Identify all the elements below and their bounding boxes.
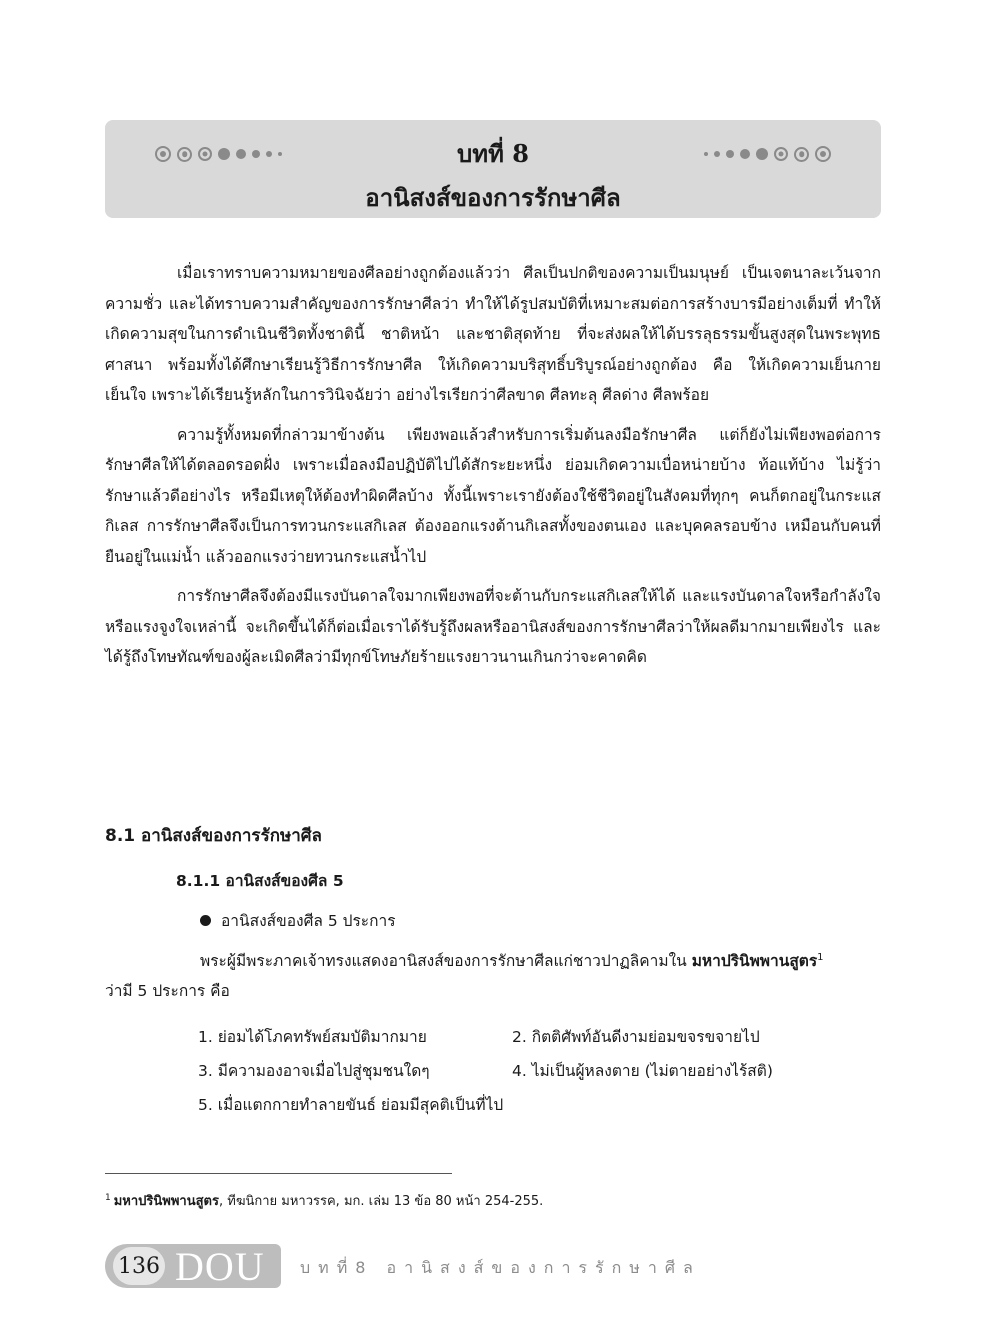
list-item: 3. มีความองอาจเมื่อไปสู่ชุมชนใดๆ	[198, 1062, 430, 1080]
paragraph: เมื่อเราทราบความหมายของศีลอย่างถูกต้องแล้วว่า ศีลเป็นปกติของความเป็นมนุษย์ เป็นเจตนาละเว้นจากความชั่ว และได้ทราบความสำคัญของการรักษาศีลว่า ทำให้ได้รูปสมบัติที่เหมาะสมต่อการสร้างบารมีอย่างเต็มที่ ทำให้เกิดความสุขในการดำเนินชีวิตทั้งชาตินี้ ชาติหน้า และชาติสุดท้าย ที่จะส่งผลให้ได้บรรลุธรรมขั้นสูงสุดในพระพุทธศาสนา พร้อมทั้งได้ศึกษาเรียนรู้วิธีการรักษาศีล ให้เกิดความบริสุทธิ์บริบูรณ์อย่างถูกต้อง คือ ให้เกิดความเย็นกาย เย็นใจ เพราะได้เรียนรู้หลักในการวินิจฉัยว่า อย่างไรเรียกว่าศีลขาด ศีลทะลุ ศีลด่าง ศีลพร้อย	[105, 264, 881, 404]
decorative-dots-right	[704, 146, 831, 162]
ring-dot-icon	[774, 147, 788, 161]
chapter-title: อานิสงส์ของการรักษาศีล	[365, 183, 621, 212]
page-number: 136	[113, 1247, 165, 1285]
dot-icon	[740, 149, 750, 159]
bullet-icon	[200, 915, 211, 926]
ring-dot-icon	[794, 147, 809, 162]
dot-icon	[756, 148, 768, 160]
intro-paragraph	[105, 946, 881, 1006]
benefits-row	[198, 1020, 773, 1054]
section-heading: 8.1 อานิสงส์ของการรักษาศีล	[105, 826, 322, 846]
ring-dot-icon	[815, 146, 831, 162]
list-item: 5. เมื่อแตกกายทำลายขันธ์ ย่อมมีสุคติเป็นที่ไป	[198, 1096, 504, 1114]
benefits-list	[198, 1020, 773, 1122]
footnote	[105, 1190, 543, 1211]
bullet-item	[200, 908, 396, 933]
paragraph: ความรู้ทั้งหมดที่กล่าวมาข้างต้น เพียงพอแล้วสำหรับการเริ่มต้นลงมือรักษาศีล แต่ก็ยังไม่เพียงพอต่อการรักษาศีลให้ได้ตลอดรอดฝั่ง เพราะเมื่อลงมือปฏิบัติไปได้สักระยะหนึ่ง ย่อมเกิดความเบื่อหน่ายบ้าง ท้อแท้บ้าง ไม่รู้ว่ารักษาแล้วดีอย่างไร หรือมีเหตุให้ต้องทำผิดศีลบ้าง ทั้งนี้เพราะเรายังต้องใช้ชีวิตอยู่ในสังคมที่ทุกๆ คนก็ตกอยู่ในกระแสกิเลส การรักษาศีลจึงเป็นการทวนกระแสกิเลส ต้องออกแรงต้านกิเลสทั้งของตนเอง และบุคคลรอบข้าง เหมือนกับคนที่ยืนอยู่ในแม่น้ำ แล้วออกแรงว่ายทวนกระแสน้ำไป	[105, 425, 881, 566]
running-title: บทที่8 อานิสงส์ของการรักษาศีล	[300, 1258, 701, 1277]
chapter-header	[105, 120, 881, 218]
intro-line	[105, 946, 881, 976]
footnote-number: 1	[105, 1192, 111, 1203]
list-item: 1. ย่อมได้โภคทรัพย์สมบัติมากมาย	[198, 1028, 427, 1046]
dot-icon	[704, 152, 708, 156]
footer-badge	[105, 1244, 281, 1288]
subsection-heading: 8.1.1 อานิสงส์ของศีล 5	[176, 872, 344, 890]
bullet-text: อานิสงส์ของศีล 5 ประการ	[221, 912, 396, 930]
intro-before: พระผู้มีพระภาคเจ้าทรงแสดงอานิสงส์ของการรักษาศีลแก่ชาวปาฏลิคามใน	[200, 952, 692, 970]
footnote-divider	[105, 1173, 452, 1174]
sutta-name: มหาปรินิพพานสูตร	[691, 952, 818, 970]
list-item: 4. ไม่เป็นผู้หลงตาย (ไม่ตายอย่างไร้สติ)	[512, 1062, 773, 1080]
dot-icon	[714, 151, 720, 157]
brand-logo: DOU	[175, 1243, 265, 1289]
footnote-ref: 1	[817, 951, 824, 963]
list-item: 2. กิตติศัพท์อันดีงามย่อมขจรขจายไป	[512, 1028, 760, 1046]
footnote-bold: มหาปรินิพพานสูตร	[113, 1194, 219, 1209]
body-text	[105, 258, 881, 682]
footnote-text: , ทีฆนิกาย มหาวรรค, มก. เล่ม 13 ข้อ 80 หน้า 254-255.	[218, 1194, 544, 1209]
dot-icon	[726, 150, 734, 158]
benefits-row	[198, 1088, 773, 1122]
chapter-number: บทที่ 8	[457, 139, 529, 168]
benefits-row	[198, 1054, 773, 1088]
intro-after: ว่ามี 5 ประการ คือ	[105, 982, 230, 1000]
paragraph: การรักษาศีลจึงต้องมีแรงบันดาลใจมากเพียงพอที่จะต้านกับกระแสกิเลสให้ได้ และแรงบันดาลใจหรือกำลังใจ หรือแรงจูงใจเหล่านี้ จะเกิดขึ้นได้ก็ต่อเมื่อเราได้รับรู้ถึงผลหรืออานิสงส์ของการรักษาศีลว่าให้ผลดีมากมายเพียงไร และได้รู้ถึงโทษทัณฑ์ของผู้ละเมิดศีลว่ามีทุกข์โทษภัยร้ายแรงยาวนานเกินกว่าจะคาดคิด	[105, 587, 881, 666]
